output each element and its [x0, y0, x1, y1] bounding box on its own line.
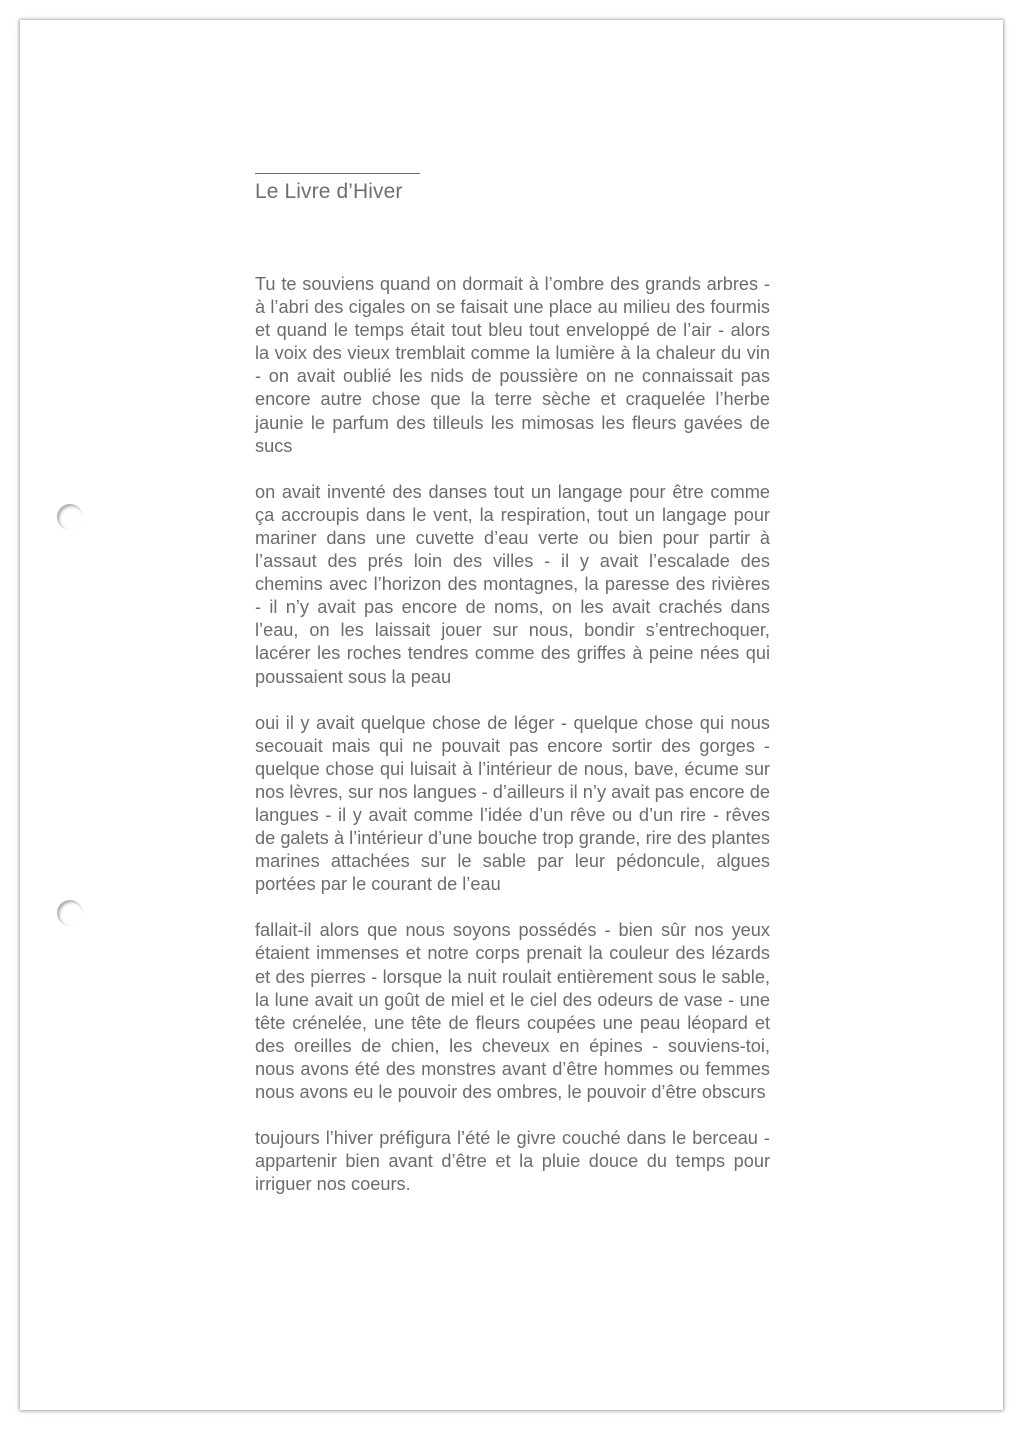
- document-body: [255, 273, 770, 1219]
- binder-hole-bottom: [57, 900, 83, 926]
- document-page: [20, 20, 1003, 1410]
- paragraph-4: fallait-il alors que nous soyons possédés - bien sûr nos yeux étaient immenses et notre corps prenait la couleur des lézards et des pierres - lorsque la nuit roulait entièrement sous le sable, la lune avait un goût de miel et le ciel des odeurs de vase - une tête crénelée, une tête de fleurs coupées une peau léopard et des oreilles de chien, les cheveux en épines - souviens-toi, nous avons été des monstres avant d’être hommes ou femmes nous avons eu le pouvoir des ombres, le pouvoir d’être obscurs: [255, 920, 770, 1102]
- document-title: Le Livre d’Hiver: [255, 180, 403, 203]
- title-rule: [255, 173, 420, 174]
- paragraph-1: Tu te souviens quand on dormait à l’ombre des grands arbres - à l’abri des cigales on se faisait une place au milieu des fourmis et quand le temps était tout bleu tout enveloppé de l’air - alors la voix des vieux tremblait comme la lumière à la chaleur du vin - on avait oublié les nids de poussière on ne connaissait pas encore autre chose que la terre sèche et craquelée l’herbe jaunie le parfum des tilleuls les mimosas les fleurs gavées de sucs: [255, 274, 770, 456]
- paragraph-2: on avait inventé des danses tout un langage pour être comme ça accroupis dans le vent, la respiration, tout un langage pour mariner dans une cuvette d’eau verte ou bien pour partir à l’assaut des prés loin des villes - il y avait l’escalade des chemins avec l’horizon des montagnes, la paresse des rivières - il n’y avait pas encore de noms, on les avait crachés dans l’eau, on les laissait jouer sur nous, bondir s’entrechoquer, lacérer les roches tendres comme des griffes à peine nées qui poussaient sous la peau: [255, 481, 770, 687]
- binder-hole-top: [57, 504, 83, 530]
- paragraph-5: toujours l’hiver préfigura l’été le givre couché dans le berceau - appartenir bien avant d’être et la pluie douce du temps pour irriguer nos coeurs.: [255, 1128, 770, 1195]
- paragraph-3: oui il y avait quelque chose de léger - quelque chose qui nous secouait mais qui ne pouvait pas encore sortir des gorges - quelque chose qui luisait à l’intérieur de nous, bave, écume sur nos lèvres, sur nos langues - d’ailleurs il n’y avait pas encore de langues - il y avait comme l’idée d’un rêve ou d’un rire - rêves de galets à l’intérieur d’une bouche trop grande, rire des plantes marines attachées sur le sable par leur pédoncule, algues portées par le courant de l’eau: [255, 712, 770, 895]
